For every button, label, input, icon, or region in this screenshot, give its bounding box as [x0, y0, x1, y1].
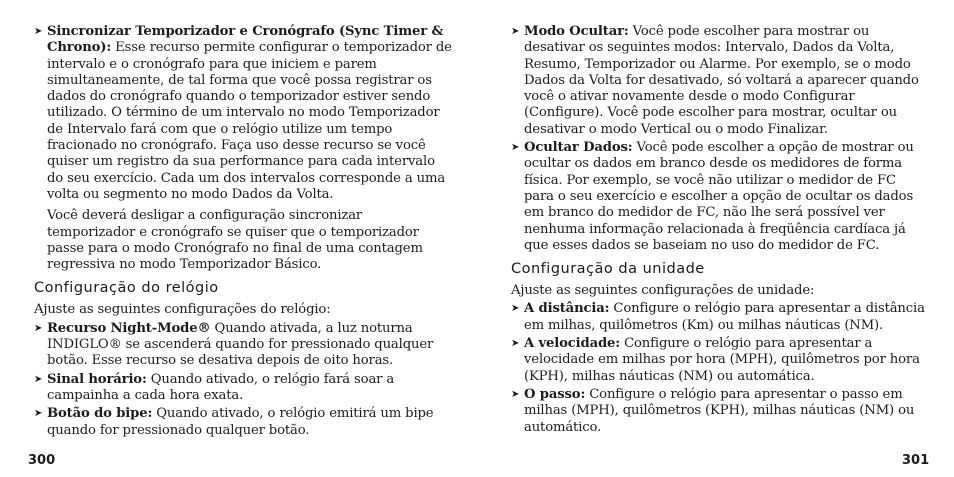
- item-text: Configure o relógio para apresentar o passo em milhas (MPH), quilômetros (KPH), milhas náuticas (NM) ou automático.: [524, 386, 915, 435]
- list-item: [511, 336, 927, 385]
- section-intro: Ajuste as seguintes configurações do relógio:: [34, 302, 331, 318]
- arrow-bullet-icon: ➤: [511, 338, 520, 350]
- right-page: [511, 24, 927, 438]
- arrow-bullet-icon: ➤: [511, 303, 520, 315]
- list-item: [34, 406, 452, 439]
- item-label: A velocidade:: [524, 336, 621, 352]
- arrow-bullet-icon: ➤: [511, 388, 520, 400]
- item-text: Quando ativada, a luz noturna INDIGLO® se ascenderá quando for pressionado qualquer botão. Esse recurso se desativa depois de oito horas.: [47, 320, 434, 369]
- item-label: Botão do bipe:: [47, 406, 153, 422]
- item-label: Sincronizar Temporizador e Cronógrafo (Sync Timer & Chrono):: [47, 24, 444, 56]
- item-text: Esse recurso permite configurar o temporizador de intervalo e o cronógrafo para que iniciem e parem simultaneamente, de tal forma que você possa registrar os dados do cronógrafo quando o temporizador estiver sendo utilizado. O término de um intervalo no modo Temporizador de Intervalo fará com que o relógio utilize um tempo fracionado no cronógrafo. Faça uso desse recurso se você quiser um registro da sua performance para cada intervalo do seu exercício. Cada um dos intervalos corresponde a uma volta ou segmento no modo Dados da Volta.: [47, 40, 452, 202]
- list-item: [34, 321, 452, 370]
- page-number-left: 300: [28, 453, 56, 468]
- left-page: [34, 24, 452, 441]
- note-paragraph: Você deverá desligar a configuração sincronizar temporizador e cronógrafo se quiser que o temporizador passe para o modo Cronógrafo no final de uma contagem regressiva no modo Temporizador Básico.: [47, 208, 423, 273]
- item-label: O passo:: [524, 386, 586, 402]
- item-text: Configure o relógio para apresentar a distância em milhas, quilômetros (Km) ou milhas náuticas (NM).: [524, 301, 925, 333]
- list-item: [34, 24, 452, 203]
- section-intro: Ajuste as seguintes configurações de unidade:: [511, 283, 815, 299]
- arrow-bullet-icon: ➤: [34, 408, 43, 420]
- list-item: [511, 301, 927, 334]
- list-item: [511, 24, 927, 138]
- list-item: [511, 387, 927, 436]
- section-heading: Configuração do relógio: [34, 280, 219, 297]
- list-item: [34, 372, 452, 405]
- arrow-bullet-icon: ➤: [511, 26, 520, 37]
- item-text: Você pode escolher para mostrar ou desativar os seguintes modos: Intervalo, Dados da Volta, Resumo, Temporizador ou Alarme. Por exemplo, se o modo Dados da Volta for desativado, só voltará a aparecer quando você o ativar novamente desde o modo Configurar (Configure). Você pode escolher para mostrar, ocultar ou desativar o modo Vertical ou o modo Finalizar.: [524, 24, 919, 137]
- arrow-bullet-icon: ➤: [34, 373, 43, 385]
- page-number-right: 301: [902, 453, 930, 468]
- item-text: Quando ativado, o relógio emitirá um bipe quando for pressionado qualquer botão.: [47, 406, 434, 438]
- arrow-bullet-icon: ➤: [511, 142, 520, 154]
- item-text: Configure o relógio para apresentar a velocidade em milhas por hora (MPH), quilômetros por hora (KPH), milhas náuticas (NM) ou automática.: [524, 336, 920, 384]
- list-item: [511, 140, 927, 254]
- item-label: Sinal horário:: [47, 371, 147, 387]
- item-label: Ocultar Dados:: [524, 140, 633, 156]
- item-label: Recurso Night-Mode®: [47, 320, 211, 336]
- arrow-bullet-icon: ➤: [34, 26, 43, 37]
- arrow-bullet-icon: ➤: [34, 322, 43, 334]
- section-heading: Configuração da unidade: [511, 261, 705, 278]
- item-text: Quando ativado, o relógio fará soar a campainha a cada hora exata.: [47, 371, 395, 403]
- item-label: Modo Ocultar:: [524, 24, 629, 39]
- item-text: Você pode escolher a opção de mostrar ou ocultar os dados em branco desde os medidores de forma física. Por exemplo, se você não utilizar o medidor de FC para o seu exercício e escolher a opção de ocultar os dados em branco do medidor de FC, não lhe será possível ver nenhuma informação relacionada à freqüência cardíaca já que esses dados se baseiam no uso do medidor de FC.: [524, 140, 914, 253]
- item-label: A distância:: [524, 301, 610, 317]
